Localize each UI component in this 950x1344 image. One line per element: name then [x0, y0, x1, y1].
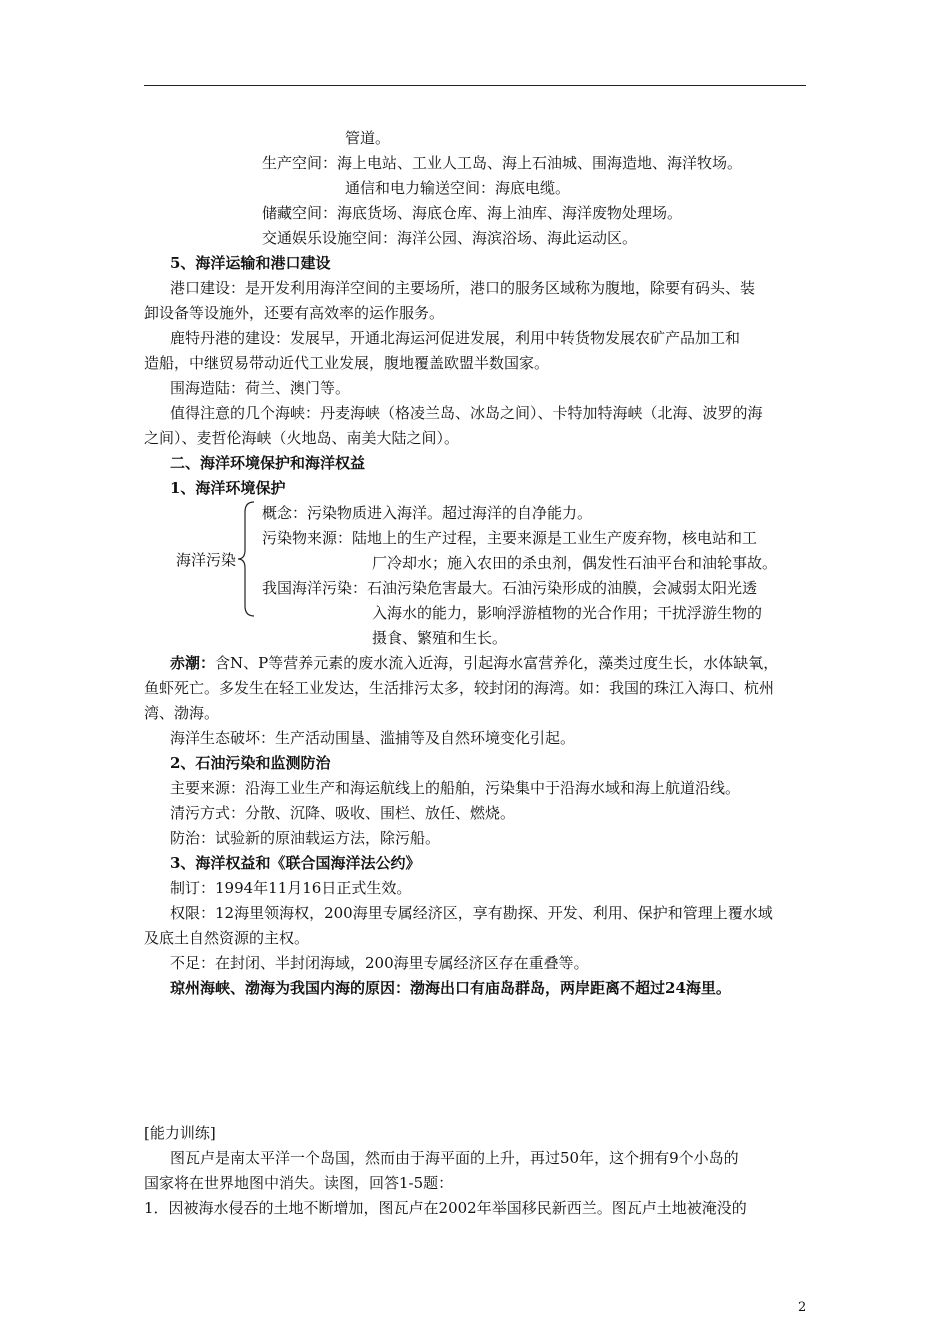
red-tide-line-2: 鱼虾死亡。多发生在轻工业发达，生活排污太多，较封闭的海湾。如：我国的珠江入海口、杭州	[144, 679, 775, 697]
pollution-source-line-2: 厂冷却水；施入农田的杀虫剂，偶发性石油平台和油轮事故。	[372, 554, 778, 572]
pipeline-tail: 管道。	[345, 129, 391, 147]
china-pollution-line-1: 我国海洋污染：石油污染危害最大。石油污染形成的油膜，会减弱太阳光透	[262, 579, 758, 597]
port-line-2: 卸设备等设施外，还要有高效率的运作服务。	[144, 304, 445, 322]
red-tide-text: 含N、P等营养元素的废水流入近海，引起海水富营养化，藻类过度生长，水体缺氧，	[215, 654, 779, 672]
training-intro-line-2: 国家将在世界地图中消失。读图，回答1-5题：	[144, 1174, 454, 1192]
header-rule	[144, 85, 806, 86]
prevention: 防治：试验新的原油载运方法，除污船。	[170, 829, 441, 847]
enactment: 制订：1994年11月16日正式生效。	[170, 879, 412, 897]
red-tide-line-1	[170, 653, 778, 673]
rotterdam-line-1: 鹿特丹港的建设：发展早，开通北海运河促进发展，利用中转货物发展农矿产品加工和	[170, 329, 741, 347]
reclamation: 围海造陆：荷兰、澳门等。	[170, 379, 351, 397]
straits-line-1: 值得注意的几个海峡：丹麦海峡（格凌兰岛、冰岛之间）、卡特加特海峡（北海、波罗的海	[170, 404, 763, 422]
shortfall: 不足：在封闭、半封闭海域，200海里专属经济区存在重叠等。	[170, 954, 589, 972]
pollution-source-line-1: 污染物来源：陆地上的生产过程，主要来源是工业生产废弃物，核电站和工	[262, 529, 758, 547]
section5-heading: 5、海洋运输和港口建设	[170, 254, 331, 272]
production-space: 生产空间：海上电站、工业人工岛、海上石油城、围海造地、海洋牧场。	[262, 154, 743, 172]
question-1-line-1: 1．因被海水侵吞的土地不断增加，图瓦卢在2002年举国移民新西兰。图瓦卢土地被淹没的	[144, 1199, 747, 1217]
rights-line-2: 及底土自然资源的主权。	[144, 929, 310, 947]
recreation-space: 交通娱乐设施空间：海洋公园、海滨浴场、海此运动区。	[262, 229, 638, 247]
cleanup-methods: 清污方式：分散、沉降、吸收、围栏、放任、燃烧。	[170, 804, 516, 822]
part2-heading: 二、海洋环境保护和海洋权益	[170, 454, 366, 472]
red-tide-line-3: 湾、渤海。	[144, 704, 220, 722]
oil-source: 主要来源：沿海工业生产和海运航线上的船舶，污染集中于沿海水域和海上航道沿线。	[170, 779, 741, 797]
page-number: 2	[798, 1300, 807, 1315]
china-pollution-line-3: 摄食、繁殖和生长。	[372, 629, 508, 647]
port-line-1: 港口建设：是开发利用海洋空间的主要场所，港口的服务区域称为腹地，除要有码头、装	[170, 279, 756, 297]
rotterdam-line-2: 造船，中继贸易带动近代工业发展，腹地覆盖欧盟半数国家。	[144, 354, 550, 372]
training-heading: [能力训练]	[144, 1124, 216, 1142]
sub2-heading: 2、石油污染和监测防治	[170, 754, 331, 772]
pollution-brace	[236, 500, 256, 618]
red-tide-label: 赤潮：	[170, 654, 216, 672]
pollution-label: 海洋污染	[176, 551, 237, 569]
eco-damage: 海洋生态破坏：生产活动围垦、滥捕等及自然环境变化引起。	[170, 729, 576, 747]
straits-line-2: 之间）、麦哲伦海峡（火地岛、南美大陆之间）。	[144, 429, 460, 447]
rights-line-1: 权限：12海里领海权，200海里专属经济区，享有勘探、开发、利用、保护和管理上覆水域	[170, 904, 773, 922]
sub1-heading: 1、海洋环境保护	[170, 479, 286, 497]
sub3-heading: 3、海洋权益和《联合国海洋法公约》	[170, 854, 421, 872]
communication-space: 通信和电力输送空间：海底电缆。	[345, 179, 571, 197]
inland-sea-reason: 琼州海峡、渤海为我国内海的原因：渤海出口有庙岛群岛，两岸距离不超过24海里。	[170, 979, 731, 997]
china-pollution-line-2: 入海水的能力，影响浮游植物的光合作用；干扰浮游生物的	[372, 604, 763, 622]
training-intro-line-1: 图瓦卢是南太平洋一个岛国，然而由于海平面的上升，再过50年，这个拥有9个小岛的	[170, 1149, 739, 1167]
pollution-concept: 概念：污染物质进入海洋。超过海洋的自净能力。	[262, 504, 593, 522]
storage-space: 储藏空间：海底货场、海底仓库、海上油库、海洋废物处理场。	[262, 204, 683, 222]
